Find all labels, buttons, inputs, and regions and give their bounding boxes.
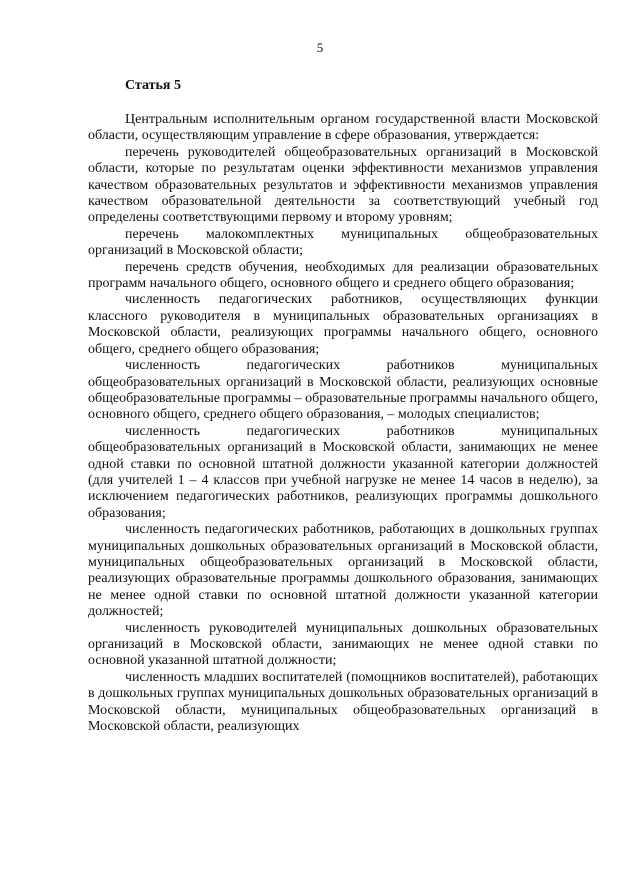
paragraph-intro: Центральным исполнительным органом государственной власти Московской области, осуществляющим управление в сфере образования, утверждается: [88, 112, 598, 144]
paragraph-list-item: перечень средств обучения, необходимых для реализации образовательных программ начального общего, основного общего и среднего общего образования; [88, 259, 598, 292]
paragraph-list-item: численность педагогических работников муниципальных общеобразовательных организаций в Московской области, занимающих не менее одной ставки по основной штатной должности указанной категории должностей (для учителей 1 – 4 классов при учебной нагрузке не менее 14 часов в неделю), за исключением педагогических работников, реализующих программы дошкольного образования; [88, 423, 598, 521]
article-heading: Статья 5 [125, 78, 181, 93]
paragraph-list-item: численность младших воспитателей (помощников воспитателей), работающих в дошкольных группах муниципальных дошкольных образовательных организаций в Московской области, муниципальных общеобразовательных организаций в Московской области, реализующих [88, 669, 598, 735]
paragraph-list-item: численность педагогических работников муниципальных общеобразовательных организаций в Московской области, реализующих основные общеобразовательные программы – образовательные программы начального общего, основного общего, среднего общего образования, – молодых специалистов; [88, 358, 598, 423]
paragraph-list-item: перечень малокомплектных муниципальных общеобразовательных организаций в Московской области; [88, 226, 598, 259]
paragraph-list-item: перечень руководителей общеобразовательных организаций в Московской области, которые по результатам оценки эффективности механизмов управления качеством образовательных результатов и эффективности механизмов управления качеством образовательной деятельности за соответствующий учебный год определены соответствующими первому и второму уровням; [88, 144, 598, 226]
article-body [88, 112, 598, 735]
paragraph-list-item: численность педагогических работников, осуществляющих функции классного руководителя в муниципальных образовательных организациях в Московской области, реализующих программы начального общего, основного общего, среднего общего образования; [88, 292, 598, 357]
paragraph-list-item: численность руководителей муниципальных дошкольных образовательных организаций в Московской области, занимающих не менее одной ставки по основной указанной штатной должности; [88, 620, 598, 669]
paragraph-list-item: численность педагогических работников, работающих в дошкольных группах муниципальных дошкольных образовательных организаций в Московской области, муниципальных общеобразовательных организаций в Московской области, реализующих образовательные программы дошкольного образования, занимающих не менее одной ставки по основной штатной должности указанной категории должностей; [88, 522, 598, 620]
page-number: 5 [316, 40, 324, 55]
